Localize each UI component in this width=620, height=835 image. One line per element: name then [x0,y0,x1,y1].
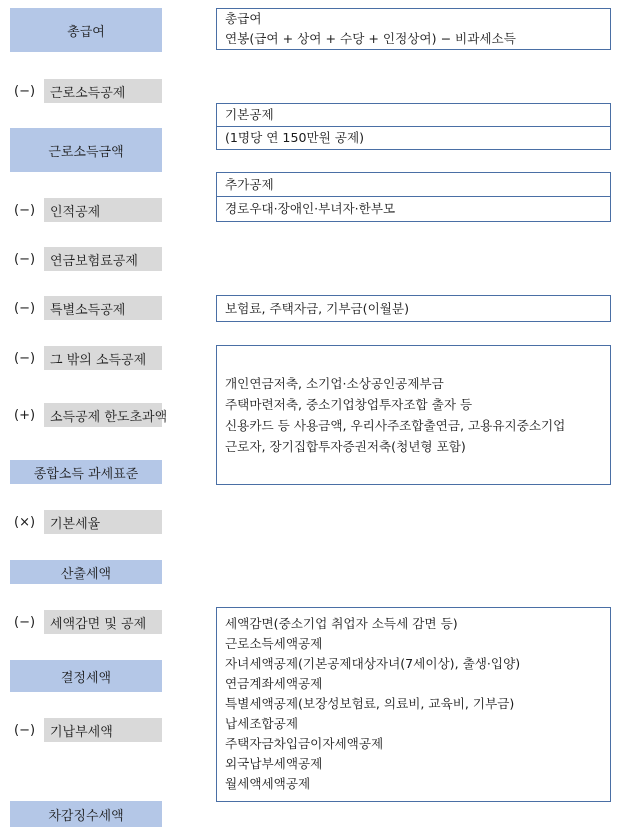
step-sign: (−) [14,722,36,738]
salary-note-box [216,8,611,50]
step-other-income-deduction: 그 밖의 소득공제 [44,346,162,370]
calculated-tax-box [10,560,162,584]
step-tax-reduction-credit: 세액감면 및 공제 [44,610,162,634]
step-sign: (−) [14,251,36,267]
note-line: 연금계좌세액공제 [225,676,323,691]
determined-tax-label: 결정세액 [60,670,112,686]
step-sign: (−) [14,202,36,218]
note-line: 근로소득세액공제 [225,636,323,651]
note-line: 개인연금저축, 소기업·소상공인공제부금 [225,376,444,391]
total-salary-box [10,8,162,52]
tax-credit-note-box [216,607,611,802]
comprehensive-tax-base-box [10,460,162,484]
note-line: 총급여 [225,11,262,26]
note-line: 기본공제 [225,107,274,122]
note-line: 연봉(급여 + 상여 + 수당 + 인정상여) − 비과세소득 [225,31,516,46]
note-line: 납세조합공제 [225,716,298,731]
earned-income-amount-label: 근로소득금액 [48,144,124,160]
note-line: 신용카드 등 사용금액, 우리사주조합출연금, 고용유지중소기업 [225,418,566,433]
basic-deduction-note-box [216,103,611,150]
note-line: 특별세액공제(보장성보험료, 의료비, 교육비, 기부금) [225,696,515,711]
step-prepaid-tax: 기납부세액 [44,718,162,742]
step-sign: (−) [14,300,36,316]
step-special-income-deduction: 특별소득공제 [44,296,162,320]
special-deduction-note-box [216,295,611,322]
step-sign: (−) [14,350,36,366]
step-sign: (×) [14,514,36,530]
note-line: 근로자, 장기집합투자증권저축(청년형 포함) [225,439,466,454]
withholding-tax-label: 차감징수세액 [48,808,124,824]
note-line: 외국납부세액공제 [225,756,323,771]
additional-deduction-note-box [216,172,611,222]
determined-tax-box [10,660,162,692]
note-line: 경로우대·장애인·부녀자·한부모 [217,196,610,221]
step-pension-insurance-deduction: 연금보험료공제 [44,247,162,271]
note-line: 세액감면(중소기업 취업자 소득세 감면 등) [225,616,458,631]
withholding-tax-box [10,801,162,827]
total-salary-label: 총급여 [67,24,105,40]
earned-income-amount-box [10,128,162,172]
comprehensive-tax-base-label: 종합소득 과세표준 [33,466,139,482]
note-line: 보험료, 주택자금, 기부금(이월분) [225,301,409,316]
step-sign: (−) [14,614,36,630]
step-deduction-limit-excess: 소득공제 한도초과액 [44,403,162,427]
step-personal-deduction: 인적공제 [44,198,162,222]
note-line: 자녀세액공제(기본공제대상자녀(7세이상), 출생·입양) [225,656,521,671]
other-deduction-note-box [216,345,611,485]
step-sign: (−) [14,83,36,99]
step-sign: (+) [14,407,36,423]
step-basic-tax-rate: 기본세율 [44,510,162,534]
note-line: (1명당 연 150만원 공제) [217,126,610,149]
calculated-tax-label: 산출세액 [60,566,112,582]
note-line: 주택자금차입금이자세액공제 [225,736,384,751]
step-earned-income-deduction: 근로소득공제 [44,79,162,103]
note-line: 추가공제 [225,177,274,192]
note-line: 월세액세액공제 [225,776,311,791]
note-line: 주택마련저축, 중소기업창업투자조합 출자 등 [225,397,473,412]
